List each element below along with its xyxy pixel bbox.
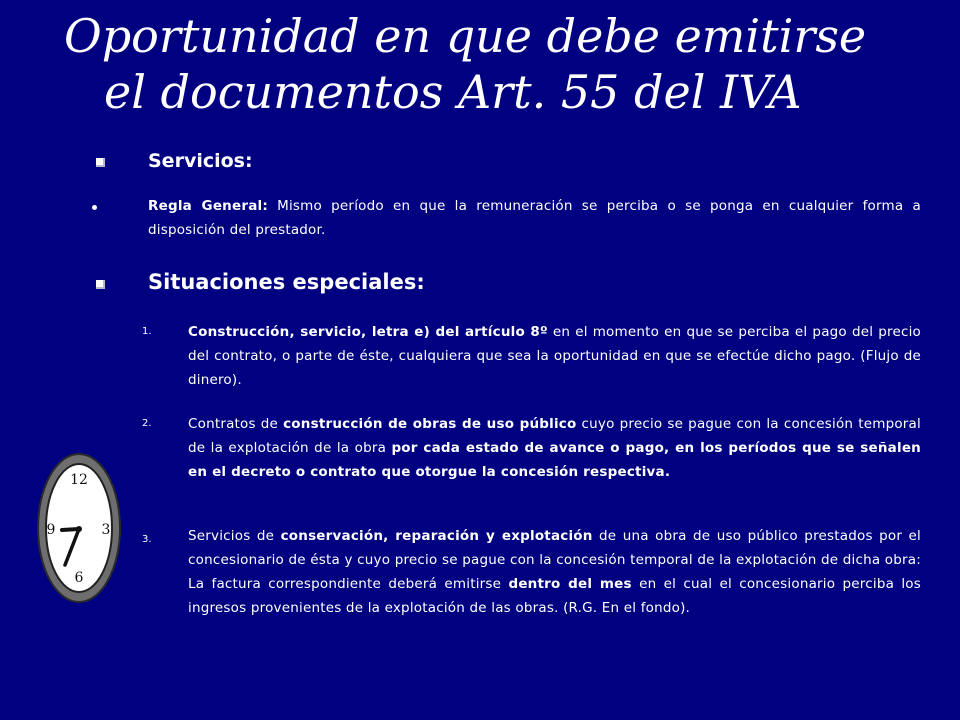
item-3-bold-1: conservación, reparación y explotación — [280, 528, 593, 544]
list-item — [188, 412, 921, 484]
clock-numeral-3: 3 — [101, 522, 111, 538]
title-line-1: Oportunidad en que debe emitirse — [64, 9, 867, 63]
item-2-bold-1: construcción de obras de uso público — [283, 416, 577, 432]
item-1-bold: Construcción, servicio, letra e) del artículo 8º — [188, 324, 548, 340]
item-number: 1. — [142, 326, 152, 337]
item-number: 2. — [142, 418, 152, 429]
item-2-mid: cuyo precio se pague con la concesión temporal de la explotación de la obra — [188, 416, 921, 456]
item-1-text: en el momento en que se perciba el pago del precio del contrato, o parte de éste, cualquiera que sea la oportunidad en que se efectúe dicho pago. (Flujo de dinero). — [188, 324, 921, 388]
item-3-pre: Servicios de — [188, 528, 281, 544]
regla-general-label: Regla General: — [148, 198, 268, 214]
clock-numeral-9: 9 — [46, 522, 56, 538]
clock-numeral-12: 12 — [70, 472, 88, 488]
clock-icon — [36, 452, 122, 604]
regla-general-paragraph — [148, 194, 921, 242]
item-3-bold-2: dentro del mes — [508, 576, 632, 592]
heading-situaciones-especiales: Situaciones especiales: — [148, 270, 425, 294]
item-3-mid: de una obra de uso público prestados por el concesionario de ésta y cuyo precio se pague con la concesión temporal de la explotación de dicha obra: La factura correspondiente deberá emitirse — [188, 528, 921, 592]
item-number: 3. — [142, 534, 152, 545]
slide-title — [0, 8, 960, 120]
square-bullet-icon — [96, 280, 105, 289]
clock-numeral-6: 6 — [74, 570, 84, 586]
list-item — [188, 524, 921, 620]
heading-servicios: Servicios: — [148, 150, 253, 172]
regla-general-text: Mismo período en que la remuneración se perciba o se ponga en cualquier forma a disposición del prestador. — [148, 198, 921, 238]
item-2-bold-2: por cada estado de avance o pago, en los períodos que se señalen en el decreto o contrato que otorgue la concesión respectiva. — [188, 440, 921, 480]
title-line-2: el documentos Art. 55 del IVA — [104, 65, 802, 119]
list-item — [188, 320, 921, 392]
dot-bullet-icon — [92, 205, 97, 210]
item-3-post: en el cual el concesionario perciba los ingresos provenientes de la explotación de las obras. (R.G. En el fondo). — [188, 576, 921, 616]
square-bullet-icon — [96, 158, 105, 167]
item-2-pre: Contratos de — [188, 416, 284, 432]
